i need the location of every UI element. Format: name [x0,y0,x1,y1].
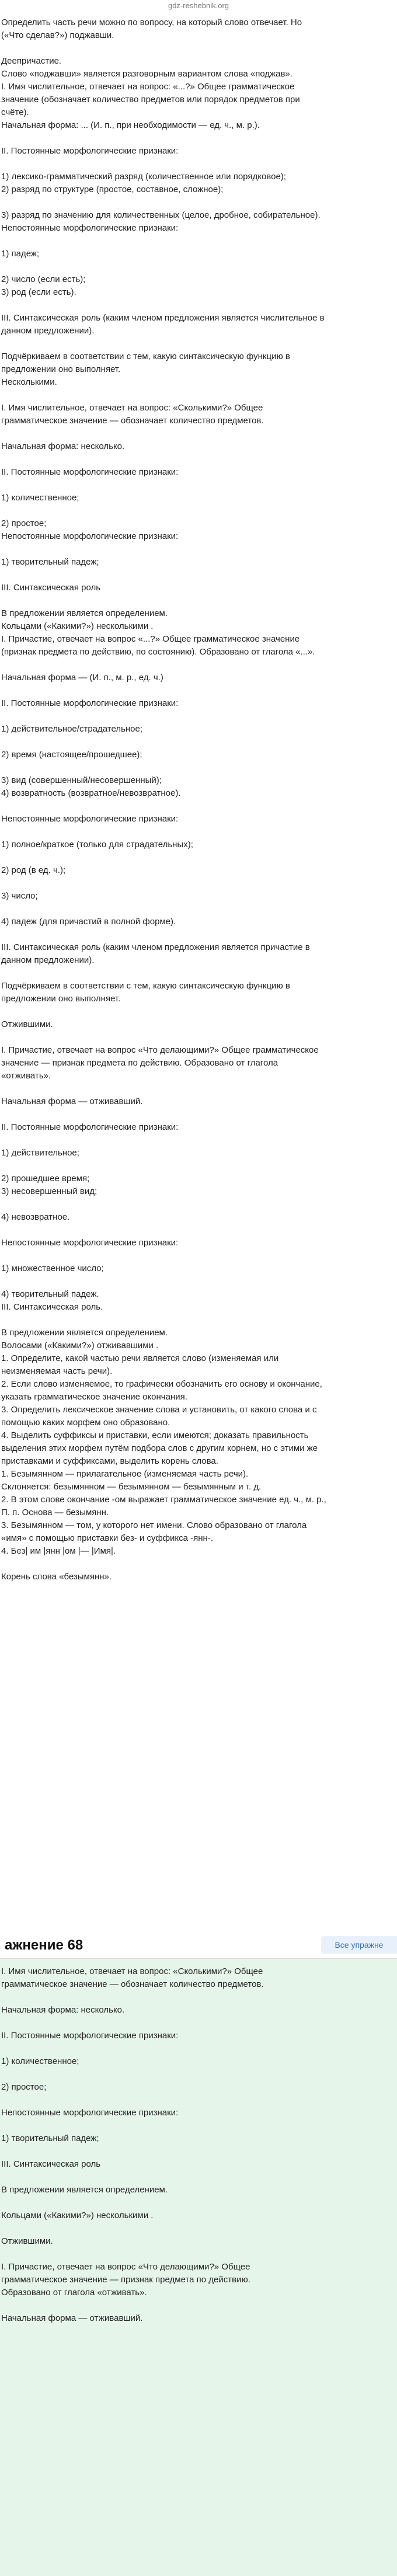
spacer [0,594,392,607]
text-line: 4. Выделить суффиксы и приставки, если имеются; доказать правильность [1,1430,309,1440]
text-line: Начальная форма — отживавший. [1,1096,143,1106]
text-line: I. Причастие, отвечает на вопрос «Что делающими?» Общее грамматическое [1,1045,319,1055]
spacer [0,800,392,813]
text-line: значение — признак предмета по действию. Образовано от глагола [1,1058,278,1068]
text-line: неизменяемая часть речи). [1,1366,113,1376]
text-line: 3) вид (совершенный/несовершенный); [1,775,162,785]
spacer [0,967,392,980]
spacer [0,1198,392,1211]
spacer [0,132,392,145]
text-line: предложении оно выполняет. [1,994,121,1004]
text-line: 3) род (если есть). [1,287,76,297]
spacer [0,389,392,402]
text-line: I. Причастие, отвечает на вопрос «...?» Общее грамматическое значение [1,634,300,644]
text-line: Отжившими. [1,2236,53,2246]
text-line: В предложении является определением. [1,1328,168,1338]
text-line: 1) творительный падеж; [1,557,99,567]
text-line: грамматическое значение — признак предмета по действию. [1,2275,250,2285]
text-line: Непостоянные морфологические признаки: [1,223,179,233]
text-line: Начальная форма — (И. п., м. р., ед. ч.) [1,673,163,683]
text-line: III. Синтаксическая роль. [1,1302,103,1312]
spacer [0,427,392,440]
text-line: Несколькими. [1,377,57,387]
spacer [0,569,392,582]
text-line: Отжившими. [1,1019,53,1029]
spacer [0,826,392,838]
text-line: 4) возвратность (возвратное/невозвратное). [1,788,181,798]
spacer [0,1224,392,1237]
text-line: Корень слова «безымянн». [1,1572,112,1582]
text-line: 1) падеж; [1,249,40,259]
text-line: 2) время (настоящее/прошедшее); [1,750,142,760]
text-line: II. Постоянные морфологические признаки: [1,2031,179,2041]
exercise-title: ажнение 68 [5,1937,83,1953]
spacer [0,1558,392,1571]
text-line: 3. Безымянном — том, у которого нет имени. Слово образовано от глагола [1,1520,307,1530]
spacer [0,877,392,890]
text-line: помощью каких морфем оно образовано. [1,1418,170,1428]
text-line: 3) число; [1,891,38,901]
text-line: 4) падеж (для причастий в полной форме). [1,917,176,927]
all-exercises-button[interactable]: Все упражне [321,1936,397,1954]
spacer [0,684,392,697]
text-line: 2. В этом слове окончание -ом выражает грамматическое значение ед. ч., м. р., [1,1495,326,1505]
text-line: Слово «поджавши» является разговорным вариантом слова «поджав». [1,69,292,79]
text-line: Непостоянные морфологические признаки: [1,814,179,824]
text-line: 2) простое; [1,518,47,528]
spacer [0,543,392,556]
text-line: «отживать». [1,1071,51,1081]
text-line: I. Имя числительное, отвечает на вопрос: «...?» Общее грамматическое [1,82,295,92]
spacer [0,2042,392,2055]
text-line: грамматическое значение — обозначает количество предметов. [1,416,264,426]
text-line: В предложении является определением. [1,2185,168,2195]
text-line: (признак предмета по действию, по состоянию). Образовано от глагола «...». [1,647,315,657]
text-line: I. Имя числительное, отвечает на вопрос: «Сколькими?» Общее [1,1966,263,1976]
spacer [0,504,392,517]
text-line: Начальная форма — отживавший. [1,2313,143,2323]
spacer [0,851,392,864]
text-line: выделения этих морфем путём подбора слов с другим корнем, но с этими же [1,1443,318,1453]
spacer [0,42,392,55]
spacer [0,2094,392,2107]
text-line: 1) лексико-грамматический разряд (количественное или порядковое); [1,172,286,182]
spacer [0,928,392,941]
spacer [0,2145,392,2158]
text-line: 1) творительный падеж; [1,2133,99,2143]
text-line: 2) прошедшее время; [1,1174,90,1183]
text-line: 1. Определите, какой частью речи является слово (изменяемая или [1,1353,279,1363]
spacer [0,260,392,273]
spacer [0,479,392,492]
text-line: указать грамматическое значение окончания. [1,1392,187,1402]
spacer [0,903,392,915]
text-line: II. Постоянные морфологические признаки: [1,698,179,708]
text-line: 4. Без| им |янн |ом |— |Имя|. [1,1546,116,1556]
solution-text [0,16,392,1583]
text-line: П. п. Основа — безымянн. [1,1508,109,1517]
text-line: II. Постоянные морфологические признаки: [1,1122,179,1132]
text-line: 2) род (в ед. ч.); [1,865,66,875]
exercise-68-section [0,1933,397,2576]
text-line: 3. Определить лексическое значение слова и установить, от какого слова и с [1,1405,317,1415]
text-line: III. Синтаксическая роль (каким членом предложения является причастие в [1,942,310,952]
exercise-header [0,1933,397,1959]
spacer [0,1005,392,1018]
text-line: Кольцами («Какими?») несколькими . [1,2211,154,2220]
text-line: 1) полное/краткое (только для страдательных); [1,840,193,850]
spacer [0,2068,392,2081]
spacer [0,1991,392,2004]
text-line: данном предложении). [1,955,95,965]
spacer [0,235,392,248]
text-line: В предложении является определением. [1,608,168,618]
text-line: 4) невозвратное. [1,1212,70,1222]
text-line: «имя» с помощью приставки без- и суффикса -янн-. [1,1533,213,1543]
text-line: значение (обозначает количество предметов или порядок предметов при [1,95,300,105]
spacer [0,1031,392,1044]
text-line: III. Синтаксическая роль [1,2159,101,2169]
spacer [0,659,392,671]
spacer [0,196,392,209]
text-line: 1) количественное; [1,2056,79,2066]
text-line: III. Синтаксическая роль (каким членом предложения является числительное в [1,313,325,323]
spacer [0,337,392,350]
text-line: («Что сделав?») поджавши. [1,30,114,40]
text-line: 1. Безымянном — прилагательное (изменяемая часть речи). [1,1469,249,1479]
spacer [0,2196,392,2209]
text-line: Кольцами («Какими?») несколькими . [1,621,154,631]
text-line: 2. Если слово изменяемое, то графически обозначить его основу и окончание, [1,1379,322,1389]
spacer [0,2299,392,2312]
text-line: 1) действительное; [1,1148,79,1158]
spacer [0,1082,392,1095]
text-line: I. Имя числительное, отвечает на вопрос: «Сколькими?» Общее [1,403,263,413]
text-line: Подчёркиваем в соответствии с тем, какую синтаксическую функцию в [1,351,290,361]
spacer [0,2017,392,2030]
text-line: Определить часть речи можно по вопросу, на который слово отвечает. Но [1,18,302,27]
spacer [0,453,392,466]
text-line: I. Причастие, отвечает на вопрос «Что делающими?» Общее [1,2262,250,2272]
text-line: 2) разряд по структуре (простое, составное, сложное); [1,185,224,194]
text-line: данном предложении). [1,326,95,336]
text-line: 1) количественное; [1,493,79,503]
text-line: Начальная форма: несколько. [1,2005,125,2015]
spacer [0,158,392,170]
text-line: 3) разряд по значению для количественных (целое, дробное, собирательное). [1,210,321,220]
spacer [0,1314,392,1327]
spacer [0,2222,392,2235]
text-line: Начальная форма: ... (И. п., при необходимости — ед. ч., м. р.). [1,120,260,130]
text-line: II. Постоянные морфологические признаки: [1,467,179,477]
text-line: предложении оно выполняет. [1,364,121,374]
spacer [0,1160,392,1172]
spacer [0,2248,392,2261]
text-line: Образовано от глагола «отживать». [1,2288,147,2297]
text-line: счёте). [1,107,29,117]
spacer [0,761,392,774]
spacer [0,1108,392,1121]
spacer [0,1275,392,1288]
spacer [0,1134,392,1147]
text-line: грамматическое значение — обозначает количество предметов. [1,1979,264,1989]
text-line: Начальная форма: несколько. [1,441,125,451]
spacer [0,299,392,312]
spacer [0,736,392,749]
text-line: Непостоянные морфологические признаки: [1,531,179,541]
text-line: II. Постоянные морфологические признаки: [1,146,179,156]
text-line: 3) несовершенный вид; [1,1186,97,1196]
spacer [0,1249,392,1262]
text-line: 2) число (если есть); [1,274,86,284]
text-line: 4) творительный падеж. [1,1289,99,1299]
exercise-68-text [0,1965,392,2325]
text-line: Подчёркиваем в соответствии с тем, какую синтаксическую функцию в [1,981,290,991]
spacer [0,2119,392,2132]
spacer [0,710,392,723]
spacer [0,2171,392,2184]
text-line: III. Синтаксическая роль [1,583,101,593]
text-line: Склоняется: безымянном — безымянном — безымянным и т. д. [1,1482,262,1492]
text-line: 1) действительное/страдательное; [1,724,143,734]
text-line: 2) простое; [1,2082,47,2092]
text-line: приставками и суффиксами, выделить корень слова. [1,1456,218,1466]
text-line: Непостоянные морфологические признаки: [1,2108,179,2118]
top-watermark: gdz-reshebnik.org [168,1,229,10]
text-line: Волосами («Какими?») отживавшими . [1,1341,159,1350]
text-line: 1) множественное число; [1,1263,104,1273]
text-line: Непостоянные морфологические признаки: [1,1238,179,1248]
text-line: Деепричастие. [1,56,62,66]
